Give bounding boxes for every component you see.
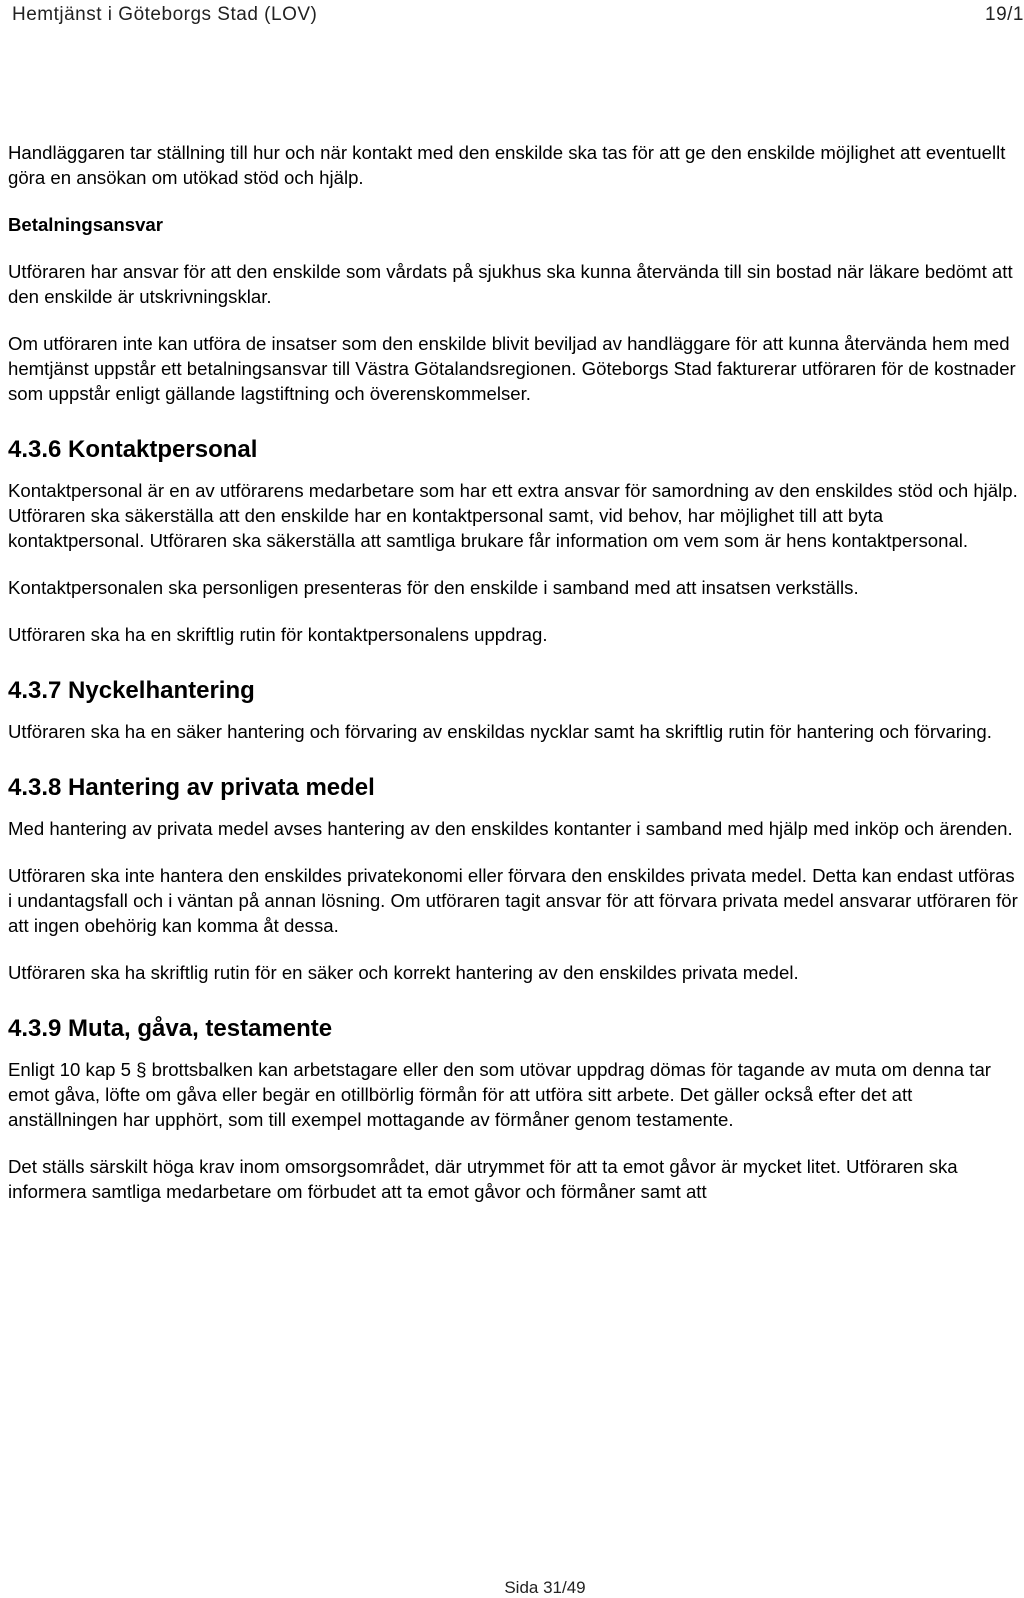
page-number: Sida 31/49 [504, 1578, 586, 1597]
paragraph: Utföraren ska ha en säker hantering och förvaring av enskildas nycklar samt ha skriftlig rutin för hantering och förvaring. [8, 721, 992, 742]
paragraph: Handläggaren tar ställning till hur och när kontakt med den enskilde ska tas för att ge den enskilde möjlighet att eventuellt göra en ansökan om utökad stöd och hjälp. [8, 142, 1006, 188]
document-title: Hemtjänst i Göteborgs Stad (LOV) [12, 4, 318, 25]
subheading-betalningsansvar: Betalningsansvar [8, 214, 164, 235]
document-body [8, 140, 1018, 1226]
paragraph: Utföraren ska inte hantera den enskildes privatekonomi eller förvara den enskildes privata medel. Detta kan endast utföras i undantagsfall och i väntan på annan lösning. Om utföraren tagit ansvar för att förvara privata medel ansvarar utföraren för att ingen obehörig kan komma åt dessa. [8, 865, 1018, 936]
section-heading-kontaktpersonal: 4.3.6 Kontaktpersonal [8, 436, 258, 463]
paragraph: Kontaktpersonalen ska personligen presenteras för den enskilde i samband med att insatsen verkställs. [8, 577, 859, 598]
page-header [12, 4, 1024, 34]
section-heading-privata-medel: 4.3.8 Hantering av privata medel [8, 774, 375, 801]
page-reference: 19/1 [985, 4, 1024, 25]
paragraph: Utföraren har ansvar för att den enskilde som vårdats på sjukhus ska kunna återvända till sin bostad när läkare bedömt att den enskilde är utskrivningsklar. [8, 261, 1013, 307]
paragraph: Utföraren ska ha skriftlig rutin för en säker och korrekt hantering av den enskildes privata medel. [8, 962, 799, 983]
section-heading-muta-gava-testamente: 4.3.9 Muta, gåva, testamente [8, 1015, 333, 1042]
paragraph: Med hantering av privata medel avses hantering av den enskildes kontanter i samband med hjälp med inköp och ärenden. [8, 818, 1013, 839]
paragraph: Det ställs särskilt höga krav inom omsorgsområdet, där utrymmet för att ta emot gåvor är mycket litet. Utföraren ska informera samtliga medarbetare om förbudet att ta emot gåvor och förmåner samt att [8, 1156, 958, 1202]
section-heading-nyckelhantering: 4.3.7 Nyckelhantering [8, 677, 255, 704]
paragraph: Enligt 10 kap 5 § brottsbalken kan arbetstagare eller den som utövar uppdrag dömas för tagande av muta om denna tar emot gåva, löfte om gåva eller begär en otillbörlig förmån för att utföra sitt arbete. Det gäller också efter det att anställningen har upphört, som till exempel mottagande av förmåner genom testamente. [8, 1059, 991, 1130]
paragraph: Utföraren ska ha en skriftlig rutin för kontaktpersonalens uppdrag. [8, 624, 548, 645]
paragraph: Om utföraren inte kan utföra de insatser som den enskilde blivit beviljad av handläggare för att kunna återvända hem med hemtjänst uppstår ett betalningsansvar till Västra Götalandsregionen. Göteborgs Stad fakturerar utföraren för de kostnader som uppstår enligt gällande lagstiftning och överenskommelser. [8, 333, 1016, 404]
paragraph: Kontaktpersonal är en av utförarens medarbetare som har ett extra ansvar för samordning av den enskildes stöd och hjälp. Utföraren ska säkerställa att den enskilde har en kontaktpersonal samt, vid behov, har möjlighet till att byta kontaktpersonal. Utföraren ska säkerställa att samtliga brukare får information om vem som är hens kontaktpersonal. [8, 480, 1018, 551]
